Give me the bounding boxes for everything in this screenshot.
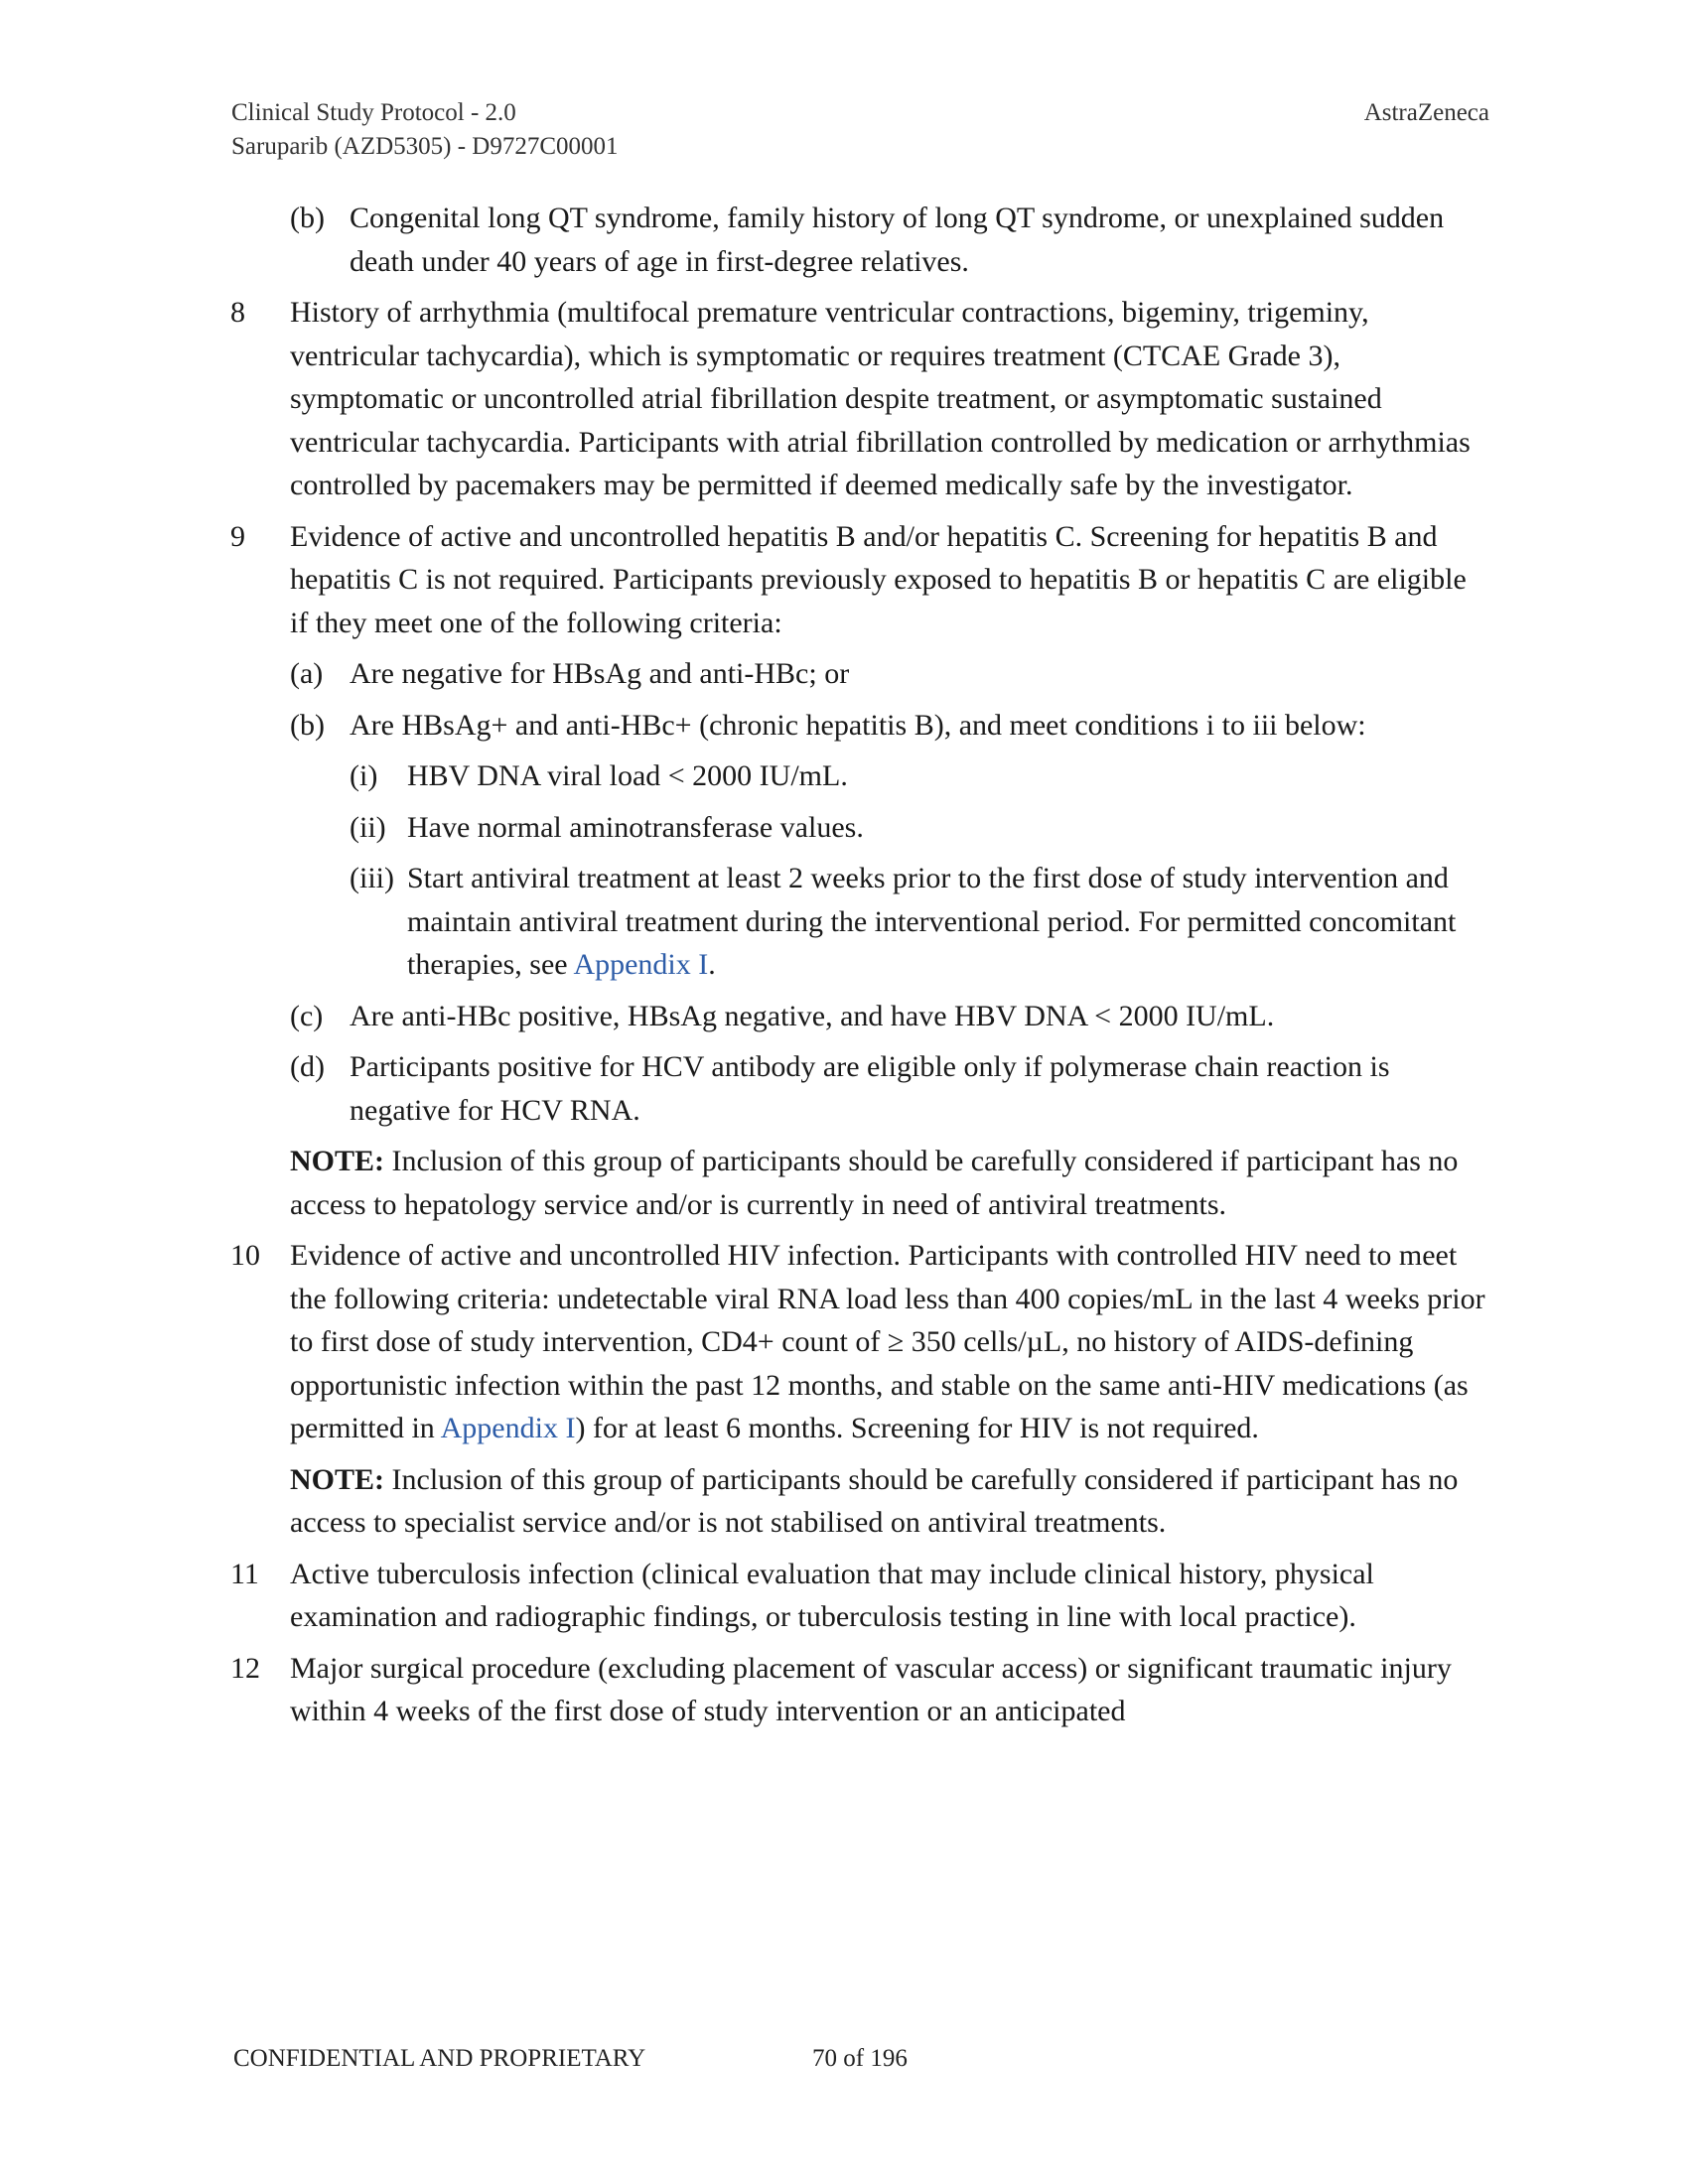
appendix-i-link[interactable]: Appendix I bbox=[573, 948, 709, 981]
note-text: Inclusion of this group of participants should be carefully considered if participant has no access to hepatology service and/or is currently in need of antiviral treatments. bbox=[290, 1145, 1459, 1221]
item-label: (ii) bbox=[350, 810, 386, 844]
item-number: 9 bbox=[230, 519, 245, 553]
criterion-9 bbox=[230, 515, 1491, 645]
note-text: Inclusion of this group of participants should be carefully considered if participant has no access to specialist service and/or is not stabilised on antiviral treatments. bbox=[290, 1462, 1459, 1539]
item-text: History of arrhythmia (multifocal premature ventricular contractions, bigeminy, trigeminy, ventricular tachycardia), which is symptomatic or requires treatment (CTCAE Grade 3), symptomatic or uncontrolled atrial fibrillation despite treatment, or asymptomatic sustained ventricular tachycardia. Participants with atrial fibrillation controlled by medication or arrhythmias controlled by pacemakers may be permitted if deemed medically safe by the investigator. bbox=[290, 296, 1471, 501]
item-text: Active tuberculosis infection (clinical evaluation that may include clinical history, physical examination and radiographic findings, or tuberculosis testing in line with local practice). bbox=[290, 1557, 1374, 1633]
note-hiv bbox=[290, 1458, 1491, 1545]
criterion-12 bbox=[230, 1647, 1491, 1733]
note-hepatitis bbox=[290, 1140, 1491, 1226]
note-label: NOTE: bbox=[290, 1145, 385, 1177]
item-text: Participants positive for HCV antibody are eligible only if polymerase chain reaction is negative for HCV RNA. bbox=[350, 1050, 1390, 1127]
list-item bbox=[290, 652, 1491, 696]
item-text: Evidence of active and uncontrolled HIV infection. Participants with controlled HIV need to meet the following criteria: undetectable viral RNA load less than 400 copies/mL in the last 4 weeks prior to first dose of study intervention, CD4+ count of ≥ 350 cells/µL, no history of AIDS-defining opportunistic infection within the past 12 months, and stable on the same anti-HIV medications (as permitted in bbox=[290, 1239, 1485, 1444]
list-item bbox=[350, 806, 1491, 850]
item-label: (b) bbox=[290, 202, 325, 234]
item-text: Start antiviral treatment at least 2 weeks prior to the first dose of study intervention and maintain antiviral treatment during the interventional period. For permitted concomitant therapies, see bbox=[407, 862, 1457, 981]
confidentiality-notice: CONFIDENTIAL AND PROPRIETARY bbox=[233, 2045, 646, 2072]
item-text: Are negative for HBsAg and anti-HBc; or bbox=[350, 657, 850, 690]
item-label: (c) bbox=[290, 999, 324, 1032]
list-item bbox=[290, 1045, 1491, 1132]
item-text: Have normal aminotransferase values. bbox=[407, 810, 864, 844]
item-text-suffix: ) for at least 6 months. Screening for HIV is not required. bbox=[575, 1412, 1259, 1444]
item-label: (b) bbox=[290, 708, 325, 742]
study-identifier: Saruparib (AZD5305) - D9727C00001 bbox=[231, 133, 619, 160]
item-text: HBV DNA viral load < 2000 IU/mL. bbox=[407, 759, 848, 792]
protocol-title: Clinical Study Protocol - 2.0 bbox=[231, 99, 516, 126]
item-label: (d) bbox=[290, 1050, 325, 1083]
item-number: 10 bbox=[230, 1239, 260, 1272]
item-text-suffix: . bbox=[708, 948, 716, 981]
item-text: Congenital long QT syndrome, family history of long QT syndrome, or unexplained sudden death under 40 years of age in first-degree relatives. bbox=[350, 202, 1445, 278]
list-item bbox=[290, 197, 1491, 283]
criterion-10 bbox=[230, 1234, 1491, 1450]
criterion-11 bbox=[230, 1553, 1491, 1639]
list-item bbox=[290, 704, 1491, 748]
item-number: 12 bbox=[230, 1651, 260, 1685]
document-body bbox=[230, 197, 1491, 1741]
company-name: AstraZeneca bbox=[1363, 99, 1489, 126]
item-text: Evidence of active and uncontrolled hepatitis B and/or hepatitis C. Screening for hepatitis B and hepatitis C is not required. Participants previously exposed to hepatitis B or hepatitis C are eligible if they meet one of the following criteria: bbox=[290, 519, 1467, 639]
item-label: (iii) bbox=[350, 862, 394, 894]
list-item bbox=[350, 754, 1491, 798]
note-label: NOTE: bbox=[290, 1462, 385, 1496]
item-text: Are anti-HBc positive, HBsAg negative, and have HBV DNA < 2000 IU/mL. bbox=[350, 999, 1275, 1032]
item-number: 11 bbox=[230, 1557, 259, 1590]
appendix-i-link[interactable]: Appendix I bbox=[440, 1412, 576, 1444]
item-label: (a) bbox=[290, 657, 324, 690]
list-item bbox=[350, 857, 1491, 987]
item-number: 8 bbox=[230, 296, 245, 329]
running-header-left bbox=[231, 96, 619, 164]
list-item bbox=[290, 995, 1491, 1038]
criterion-8 bbox=[230, 291, 1491, 507]
page-number: 70 of 196 bbox=[812, 2045, 908, 2072]
item-text: Are HBsAg+ and anti-HBc+ (chronic hepatitis B), and meet conditions i to iii below: bbox=[350, 708, 1366, 742]
item-label: (i) bbox=[350, 759, 378, 792]
item-text: Major surgical procedure (excluding placement of vascular access) or significant traumatic injury within 4 weeks of the first dose of study intervention or an anticipated bbox=[290, 1651, 1452, 1727]
